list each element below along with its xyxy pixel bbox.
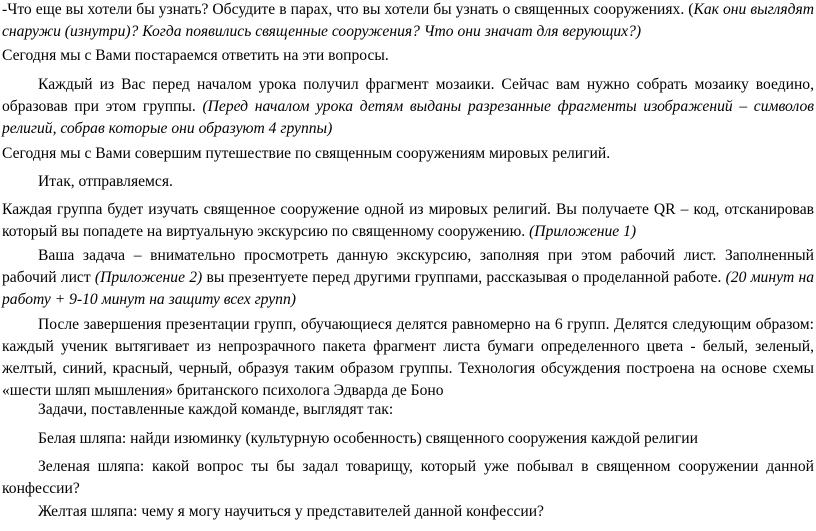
paragraph-text: Ваша задача – внимательно просмотреть данную экскурсию, заполняя при этом рабочий лист. Заполненный рабочий лист [2,247,814,286]
paragraph-journey [2,143,814,165]
paragraph-text: Каждый из Вас перед началом урока получил фрагмент мозаики. Сейчас вам нужно собрать мозаику воедино, образовав при этом группы. [2,76,814,115]
paragraph-white-hat [2,428,814,450]
paragraph-text: Сегодня мы с Вами постараемся ответить на эти вопросы. [2,47,389,64]
paragraph-task [2,245,814,311]
paragraph-italic-note: (Приложение 2) [94,269,203,286]
paragraph-text: После завершения презентации групп, обучающиеся делятся равномерно на 6 групп. Делятся следующим образом: каждый ученик вытягивает из непрозрачного пакета фрагмент листа бумаги определенного цвета - белый, зеленый, желтый, синий, красный, черный, образуя таким образом группы. Технология обсуждения построена на основе схемы «шести шляп мышления» британского психолога Эдварда де Боно [2,316,814,399]
paragraph-italic-timing: (20 минут на работу + 9-10 минут на защиту всех групп) [2,269,815,308]
paragraph-text: Белая шляпа: найди изюминку (культурную особенность) священного сооружения каждой религии [38,430,698,447]
paragraph-text: Зеленая шляпа: какой вопрос ты бы задал товарищу, который уже побывал в священном сооружении данной конфессии? [2,458,814,497]
paragraph-yellow-hat [2,501,814,523]
paragraph-text: Задачи, поставленные каждой команде, выглядят так: [38,401,394,418]
paragraph-italic-note: Как они выглядят снаружи (изнутри)? Когда появились священные сооружения? Что они значат для верующих?) [2,1,814,40]
paragraph-six-hats [2,314,814,402]
paragraph-qr-code [2,199,814,243]
paragraph-lets-go [2,171,814,193]
paragraph-text-continued: вы презентуете перед другими группами, рассказывая о проделанной работе. [202,269,726,286]
paragraph-text: Каждая группа будет изучать священное сооружение одной из мировых религий. Вы получаете QR – код, отсканировав который вы попадете на виртуальную экскурсию по священному сооружению. [2,201,814,240]
paragraph-italic-note: (Перед началом урока детям выданы разрезанные фрагменты изображений – символов религий, собрав которые они образуют 4 группы) [2,98,815,137]
paragraph-mosaic [2,74,814,140]
paragraph-italic-note: (Приложение 1) [529,223,637,240]
paragraph-questions [2,0,814,43]
paragraph-today-answer [2,45,814,67]
paragraph-tasks-intro [2,399,814,421]
paragraph-text: Желтая шляпа: чему я могу научиться у представителей данной конфессии? [38,503,544,520]
paragraph-text: -Что еще вы хотели бы узнать? Обсудите в парах, что вы хотели бы узнать о священных сооружениях. ( [2,1,694,18]
paragraph-text: Итак, отправляемся. [38,173,173,190]
paragraph-text: Сегодня мы с Вами совершим путешествие по священным сооружениям мировых религий. [2,145,611,162]
paragraph-green-hat [2,456,814,500]
